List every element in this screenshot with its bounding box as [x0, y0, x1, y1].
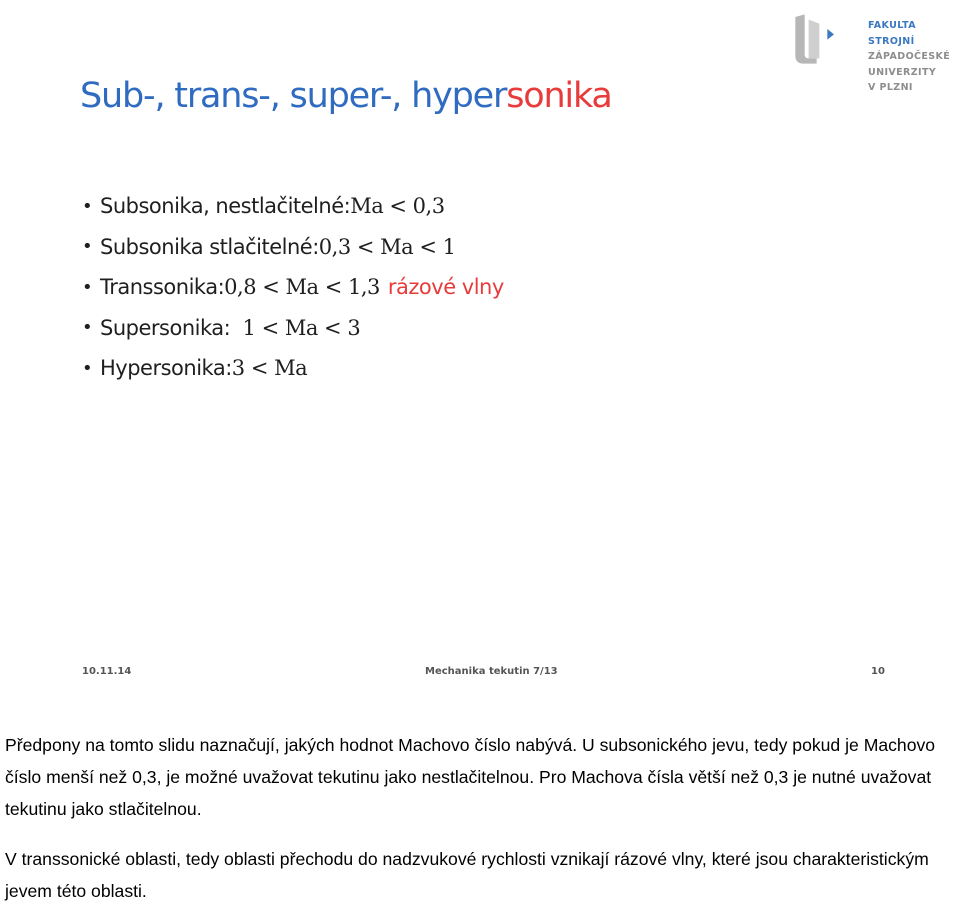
bullet-item — [82, 267, 504, 308]
bullet-label: Subsonika stlačitelné: — [100, 234, 319, 259]
bullet-list — [82, 186, 504, 389]
university-logo — [794, 2, 960, 93]
bullet-dot-icon: • — [82, 317, 93, 339]
body-paragraph: V transsonické oblasti, tedy oblasti přechodu do nadzvukové rychlosti vznikají rázové vlny, které jsou charakteristickým jevem této oblasti. — [5, 849, 929, 901]
body-paragraph: Předpony na tomto slidu naznačují, jakých hodnot Machovo číslo nabývá. U subsonického jevu, tedy pokud je Machovo číslo menší než 0,3, je možné uvažovat tekutinu jako nestlačitelnou. Pro Machova čísla větší než 0,3 je nutné uvažovat tekutinu jako stlačitelnou. — [5, 735, 936, 819]
bullet-item — [82, 308, 504, 349]
slide-footer-page-number: 10 — [871, 666, 885, 677]
bullet-math: Ma < 0,3 — [350, 194, 445, 219]
bullet-label: Hypersonika: — [100, 356, 232, 381]
bullet-dot-icon: • — [82, 236, 93, 258]
slide-title-main: Sub-, trans-, super-, hyper — [80, 76, 507, 116]
slide-title-accent: sonika — [506, 76, 612, 116]
bullet-math: 0,8 < Ma < 1,3 — [224, 275, 380, 300]
bullet-item — [82, 227, 504, 268]
bullet-label: Supersonika: — [100, 315, 243, 340]
bullet-dot-icon: • — [82, 357, 93, 379]
university-logo-text — [868, 18, 960, 96]
bullet-label: Subsonika, nestlačitelné: — [100, 194, 351, 219]
logo-line-faculty: FAKULTA STROJNÍ — [868, 20, 917, 47]
logo-line-region: ZÁPADOČESKÉ — [868, 51, 951, 62]
logo-line-city: V PLZNI — [868, 82, 913, 93]
bullet-dot-icon: • — [82, 195, 93, 217]
document-body — [5, 729, 955, 907]
bullet-math: 3 < Ma — [231, 356, 308, 381]
bullet-item — [82, 186, 504, 227]
slide-footer-date: 10.11.14 — [82, 666, 132, 677]
bullet-dot-icon: • — [82, 276, 93, 298]
bullet-item — [82, 348, 504, 389]
bullet-label: Transsonika: — [100, 275, 225, 300]
logo-line-university: UNIVERZITY — [868, 66, 937, 78]
bullet-math: 1 < Ma < 3 — [242, 315, 361, 340]
slide-footer-course: Mechanika tekutin 7/13 — [425, 666, 558, 677]
bullet-math: 0,3 < Ma < 1 — [318, 234, 456, 259]
slide-title — [80, 76, 612, 116]
university-logo-mark-icon — [794, 2, 834, 76]
bullet-note: rázové vlny — [387, 275, 504, 300]
